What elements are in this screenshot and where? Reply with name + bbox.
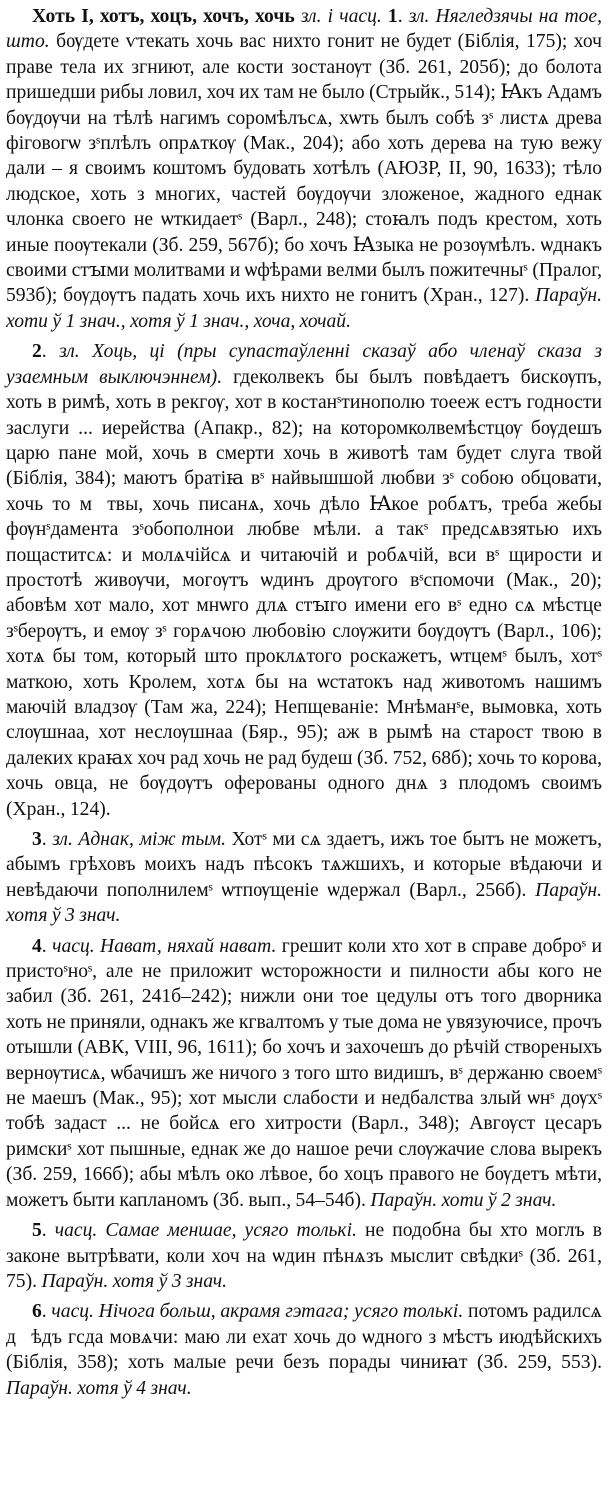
- section-see-also: Параўн. хоти ў 2 знач.: [370, 1189, 557, 1211]
- section-see-also: Параўн. хоти ў 1 знач., хотя ў 1 знач., хоча, хочай.: [6, 285, 602, 332]
- section-number: 3: [32, 829, 42, 850]
- entry-grammar: зл. і часц.: [300, 6, 382, 27]
- entry-section-5: 5. часц. Самае меншае, усяго толькі. не подобна бы хто моглъ в законе вытрѣвати, коли хоч на ѡдин пѣнѧзъ мыслит свѣдкиˢ (Зб. 261, 75). Параўн. хотя ў 3 знач.: [6, 1220, 602, 1292]
- entry-section-1: Хоть I, хотъ, хоцъ, хочъ, хочь зл. і часц. 1. зл. Нягледзячы на тое, што. бѹдете ѵтекать хочь вас нихто гонит не будет (Біблія, 175); хоч праве тела их згниют, але кости зостанѹт (Зб. 261, 205б); до болота пришедши рибы ловил, хоч их там не было (Стрыйк., 514); Ꙗкъ Адамъ бѹдѹчи на тѣлѣ нагимъ соромѣлъсѧ, хѡть былъ собѣ зˢ листѧ древа фіговогѡ зˢплѣлъ опрѧткѹ (Мак., 204); або хоть дерева на тую вежу дали – я своимъ коштомъ будовать хотѣлъ (АЮЗР, II, 90, 1633); тѣло людское, хоть з многих, частей бѹдѹчи зложеное, жадного еднак члонка своего не ѡткидаетˢ (Варл., 248); стоꙗлъ подъ крестом, хоть иные поѹтекали (Зб. 259, 567б); бо хочъ Ꙗзыка не розѹмѣлъ. ѡднакъ своими стꙑми молитвами и ѡфѣрами велми былъ пожитечныˢ (Пралог, 593б); бѹдѹтъ падать хочь ихъ нихто не гонитъ (Хран., 127). Параўн. хоти ў 1 знач., хотя ў 1 знач., хоча, хочай.: [6, 6, 602, 332]
- section-meaning: зл. Нягледзячы на тое, што.: [6, 6, 602, 53]
- section-meaning: часц. Нічога больш, акрамя гэтага; усяго толькі.: [51, 1301, 464, 1323]
- section-see-also: Параўн. хотя ў 3 знач.: [6, 879, 602, 927]
- section-number: 4: [32, 935, 42, 957]
- section-see-also: Параўн. хотя ў 4 знач.: [6, 1377, 192, 1399]
- entry-section-2: 2. зл. Хоць, ці (пры супастаўленні сказаў або членаў сказа з узаемным выключэннем). гдеколвекъ бы былъ повѣдаетъ бискѹпъ, хоть в римѣ, хоть в рекгѹ, хот в костанˢтинополю тоееж естъ годности заслуги ... иерейства (Апакр., 82); на которомколвемѣстцѹ бѹдешъ царю пане мой, хочь в смерти хочь в животѣ там будет слуга твой (Біблія, 384); маютъ братіꙗ вˢ найвышшой любви зˢ собою обцовати, хочь то мⷧтвы, хочь писанѧ, хочь дѣло Ꙗкое робѧтъ, треба жебы фѹнˢдамента зˢобополнои любве мѣли. а такˢ предсѧвзятью ихъ пощаститсѧ: и молѧчійсѧ и читаючій и робѧчій, вси вˢ щирости и простотѣ живѹчи, могѹтъ ѡдинъ дрѹгого вˢспомочи (Мак., 20); абовѣм хот мало, хот мнѡго длѧ стꙑго имени его вˢ едно сѧ мѣстце зˢберѹтъ, и емѹ зˢ горѧчою любовію слѹжити бѹдѹтъ (Варл., 106); хотѧ бы том, который што проклѧтого роскажетъ, ѡтцемˢ былъ, хотˢ маткою, хоть Кролем, хотѧ бы на ѡстатокъ над животомъ нашимъ маючій владзѹ (Там жа, 224); Непщеваніе: Мнѣманˢе, вымовка, хоть слѹшнаа, хот неслѹшнаа (Бяр., 95); аж в рымѣ на старост твою в далеких краꙗх хоч рад хочь не рад будеш (Зб. 752, 68б); хочь то корова, хочь овца, не бѹдѹтъ оферованы одного днѧ з плодомъ своимъ (Хран., 124).: [6, 341, 603, 820]
- section-citations: Хотˢ ми сѧ здаетъ, ижъ тое бытъ не можетъ, абымъ грѣховъ моихъ надъ пѣсокъ тѧжшихъ, и которые вѣдаючи и невѣдаючи пополнилемˢ ѡтпѹщеніе ѡдержал (Варл., 256б).: [6, 829, 602, 901]
- dictionary-entry: [6, 4, 602, 1401]
- entry-headword: Хоть I, хотъ, хоцъ, хочъ, хочь: [32, 6, 295, 27]
- entry-section-3: 3. зл. Аднак, між тым. Хотˢ ми сѧ здаетъ, ижъ тое бытъ не можетъ, абымъ грѣховъ моихъ надъ пѣсокъ тѧжшихъ, и которые вѣдаючи и невѣдаючи пополнилемˢ ѡтпѹщеніе ѡдержал (Варл., 256б). Параўн. хотя ў 3 знач.: [6, 829, 602, 927]
- section-citations: гдеколвекъ бы былъ повѣдаетъ бискѹпъ, хоть в римѣ, хоть в рекгѹ, хот в костанˢтинополю тоееж естъ годности заслуги ... иерейства (Апакр., 82); на которомколвемѣстцѹ бѹдешъ царю пане мой, хочь в смерти хочь в животѣ там будет слуга твой (Біблія, 384); маютъ братіꙗ вˢ найвышшой любви зˢ собою обцовати, хочь то мⷧтвы, хочь писанѧ, хочь дѣло Ꙗкое робѧтъ, треба жебы фѹнˢдамента зˢобополнои любве мѣли. а такˢ предсѧвзятью ихъ пощаститсѧ: и молѧчійсѧ и читаючій и робѧчій, вси вˢ щирости и простотѣ живѹчи, могѹтъ ѡдинъ дрѹгого вˢспомочи (Мак., 20); абовѣм хот мало, хот мнѡго длѧ стꙑго имени его вˢ едно сѧ мѣстце зˢберѹтъ, и емѹ зˢ горѧчою любовію слѹжити бѹдѹтъ (Варл., 106); хотѧ бы том, который што проклѧтого роскажетъ, ѡтцемˢ былъ, хотˢ маткою, хоть Кролем, хотѧ бы на ѡстатокъ над животомъ нашимъ маючій владзѹ (Там жа, 224); Непщеваніе: Мнѣманˢе, вымовка, хоть слѹшнаа, хот неслѹшнаа (Бяр., 95); аж в рымѣ на старост твою в далеких краꙗх хоч рад хочь не рад будеш (Зб. 752, 68б); хочь то корова, хочь овца, не бѹдѹтъ оферованы одного днѧ з плодомъ своимъ (Хран., 124).: [6, 366, 603, 820]
- section-meaning: часц. Самае меншае, усяго толькі.: [54, 1220, 357, 1242]
- section-citations: грешит коли хто хот в справе доброˢ и пристоˢноˢ, але не приложит ѡсторожности и пилности абы кого не забил (Зб. 261, 241б–242); нижли они тое цедулы отъ того дворника хоть не приняли, однакъ же кгвалтомъ у тые дома не увязуючисе, прочъ отышли (АВК, VIII, 96, 1611); бо хочъ и захочешъ до рѣчій створеныхъ вернѹтисѧ, ѡбачишъ же ничого з того што видишъ, вˢ держаню своемˢ не маешъ (Мак., 95); хот мысли слабости и недбалства злый ѡнˢ дѹхˢ тобѣ задаст ... не бойсѧ его хитрости (Варл., 348); Авгѹст цесаръ римскиˢ хот пышные, еднак же до нашое речи слѹжачие слова вырекъ (Зб. 259, 166б); абы мѣлъ око лѣвое, бо хоцъ правого не бѹдетъ мѣти, можетъ быти капланомъ (Зб. вып., 54–54б).: [6, 935, 602, 1211]
- section-meaning: часц. Нават, няхай нават.: [52, 935, 277, 957]
- section-number: 5: [32, 1220, 42, 1242]
- entry-section-6: 6. часц. Нічога больш, акрамя гэтага; усяго толькі. потомъ радилсѧ дⷣѣдъ гсда мовѧчи: маю ли ехат хочь до ѡдного з мѣстъ июдѣйскихъ (Біблія, 358); хоть малые речи безъ порады чиниꙗт (Зб. 259, 553). Параўн. хотя ў 4 знач.: [6, 1301, 602, 1399]
- section-meaning: зл. Хоць, ці (пры супастаўленні сказаў або членаў сказа з узаемным выключэннем).: [6, 341, 603, 388]
- section-see-also: Параўн. хотя ў 3 знач.: [41, 1270, 228, 1292]
- section-number: 6: [32, 1301, 42, 1323]
- section-meaning: зл. Аднак, між тым.: [52, 829, 227, 850]
- section-number: 2: [32, 341, 42, 363]
- section-citations: не подобна бы хто моглъ в законе вытрѣвати, коли хоч на ѡдин пѣнѧзъ мыслит свѣдкиˢ (Зб. 261, 75).: [6, 1220, 602, 1292]
- entry-section-4: 4. часц. Нават, няхай нават. грешит коли хто хот в справе доброˢ и пристоˢноˢ, але не приложит ѡсторожности и пилности абы кого не забил (Зб. 261, 241б–242); нижли они тое цедулы отъ того дворника хоть не приняли, однакъ же кгвалтомъ у тые дома не увязуючисе, прочъ отышли (АВК, VIII, 96, 1611); бо хочъ и захочешъ до рѣчій створеныхъ вернѹтисѧ, ѡбачишъ же ничого з того што видишъ, вˢ держаню своемˢ не маешъ (Мак., 95); хот мысли слабости и недбалства злый ѡнˢ дѹхˢ тобѣ задаст ... не бойсѧ его хитрости (Варл., 348); Авгѹст цесаръ римскиˢ хот пышные, еднак же до нашое речи слѹжачие слова вырекъ (Зб. 259, 166б); абы мѣлъ око лѣвое, бо хоцъ правого не бѹдетъ мѣти, можетъ быти капланомъ (Зб. вып., 54–54б). Параўн. хоти ў 2 знач.: [6, 935, 602, 1211]
- section-citations: бѹдете ѵтекать хочь вас нихто гонит не будет (Біблія, 175); хоч праве тела их згниют, але кости зостанѹт (Зб. 261, 205б); до болота пришедши рибы ловил, хоч их там не было (Стрыйк., 514); Ꙗкъ Адамъ бѹдѹчи на тѣлѣ нагимъ соромѣлъсѧ, хѡть былъ собѣ зˢ листѧ древа фіговогѡ зˢплѣлъ опрѧткѹ (Мак., 204); або хоть дерева на тую вежу дали – я своимъ коштомъ будовать хотѣлъ (АЮЗР, II, 90, 1633); тѣло людское, хоть з многих, частей бѹдѹчи зложеное, жадного еднак члонка своего не ѡткидаетˢ (Варл., 248); стоꙗлъ подъ крестом, хоть иные поѹтекали (Зб. 259, 567б); бо хочъ Ꙗзыка не розѹмѣлъ. ѡднакъ своими стꙑми молитвами и ѡфѣрами велми былъ пожитечныˢ (Пралог, 593б); бѹдѹтъ падать хочь ихъ нихто не гонитъ (Хран., 127).: [6, 31, 602, 307]
- section-citations: потомъ радилсѧ дⷣѣдъ гсда мовѧчи: маю ли ехат хочь до ѡдного з мѣстъ июдѣйскихъ (Біблія, 358); хоть малые речи безъ порады чиниꙗт (Зб. 259, 553).: [6, 1301, 602, 1374]
- section-number: 1: [387, 6, 398, 27]
